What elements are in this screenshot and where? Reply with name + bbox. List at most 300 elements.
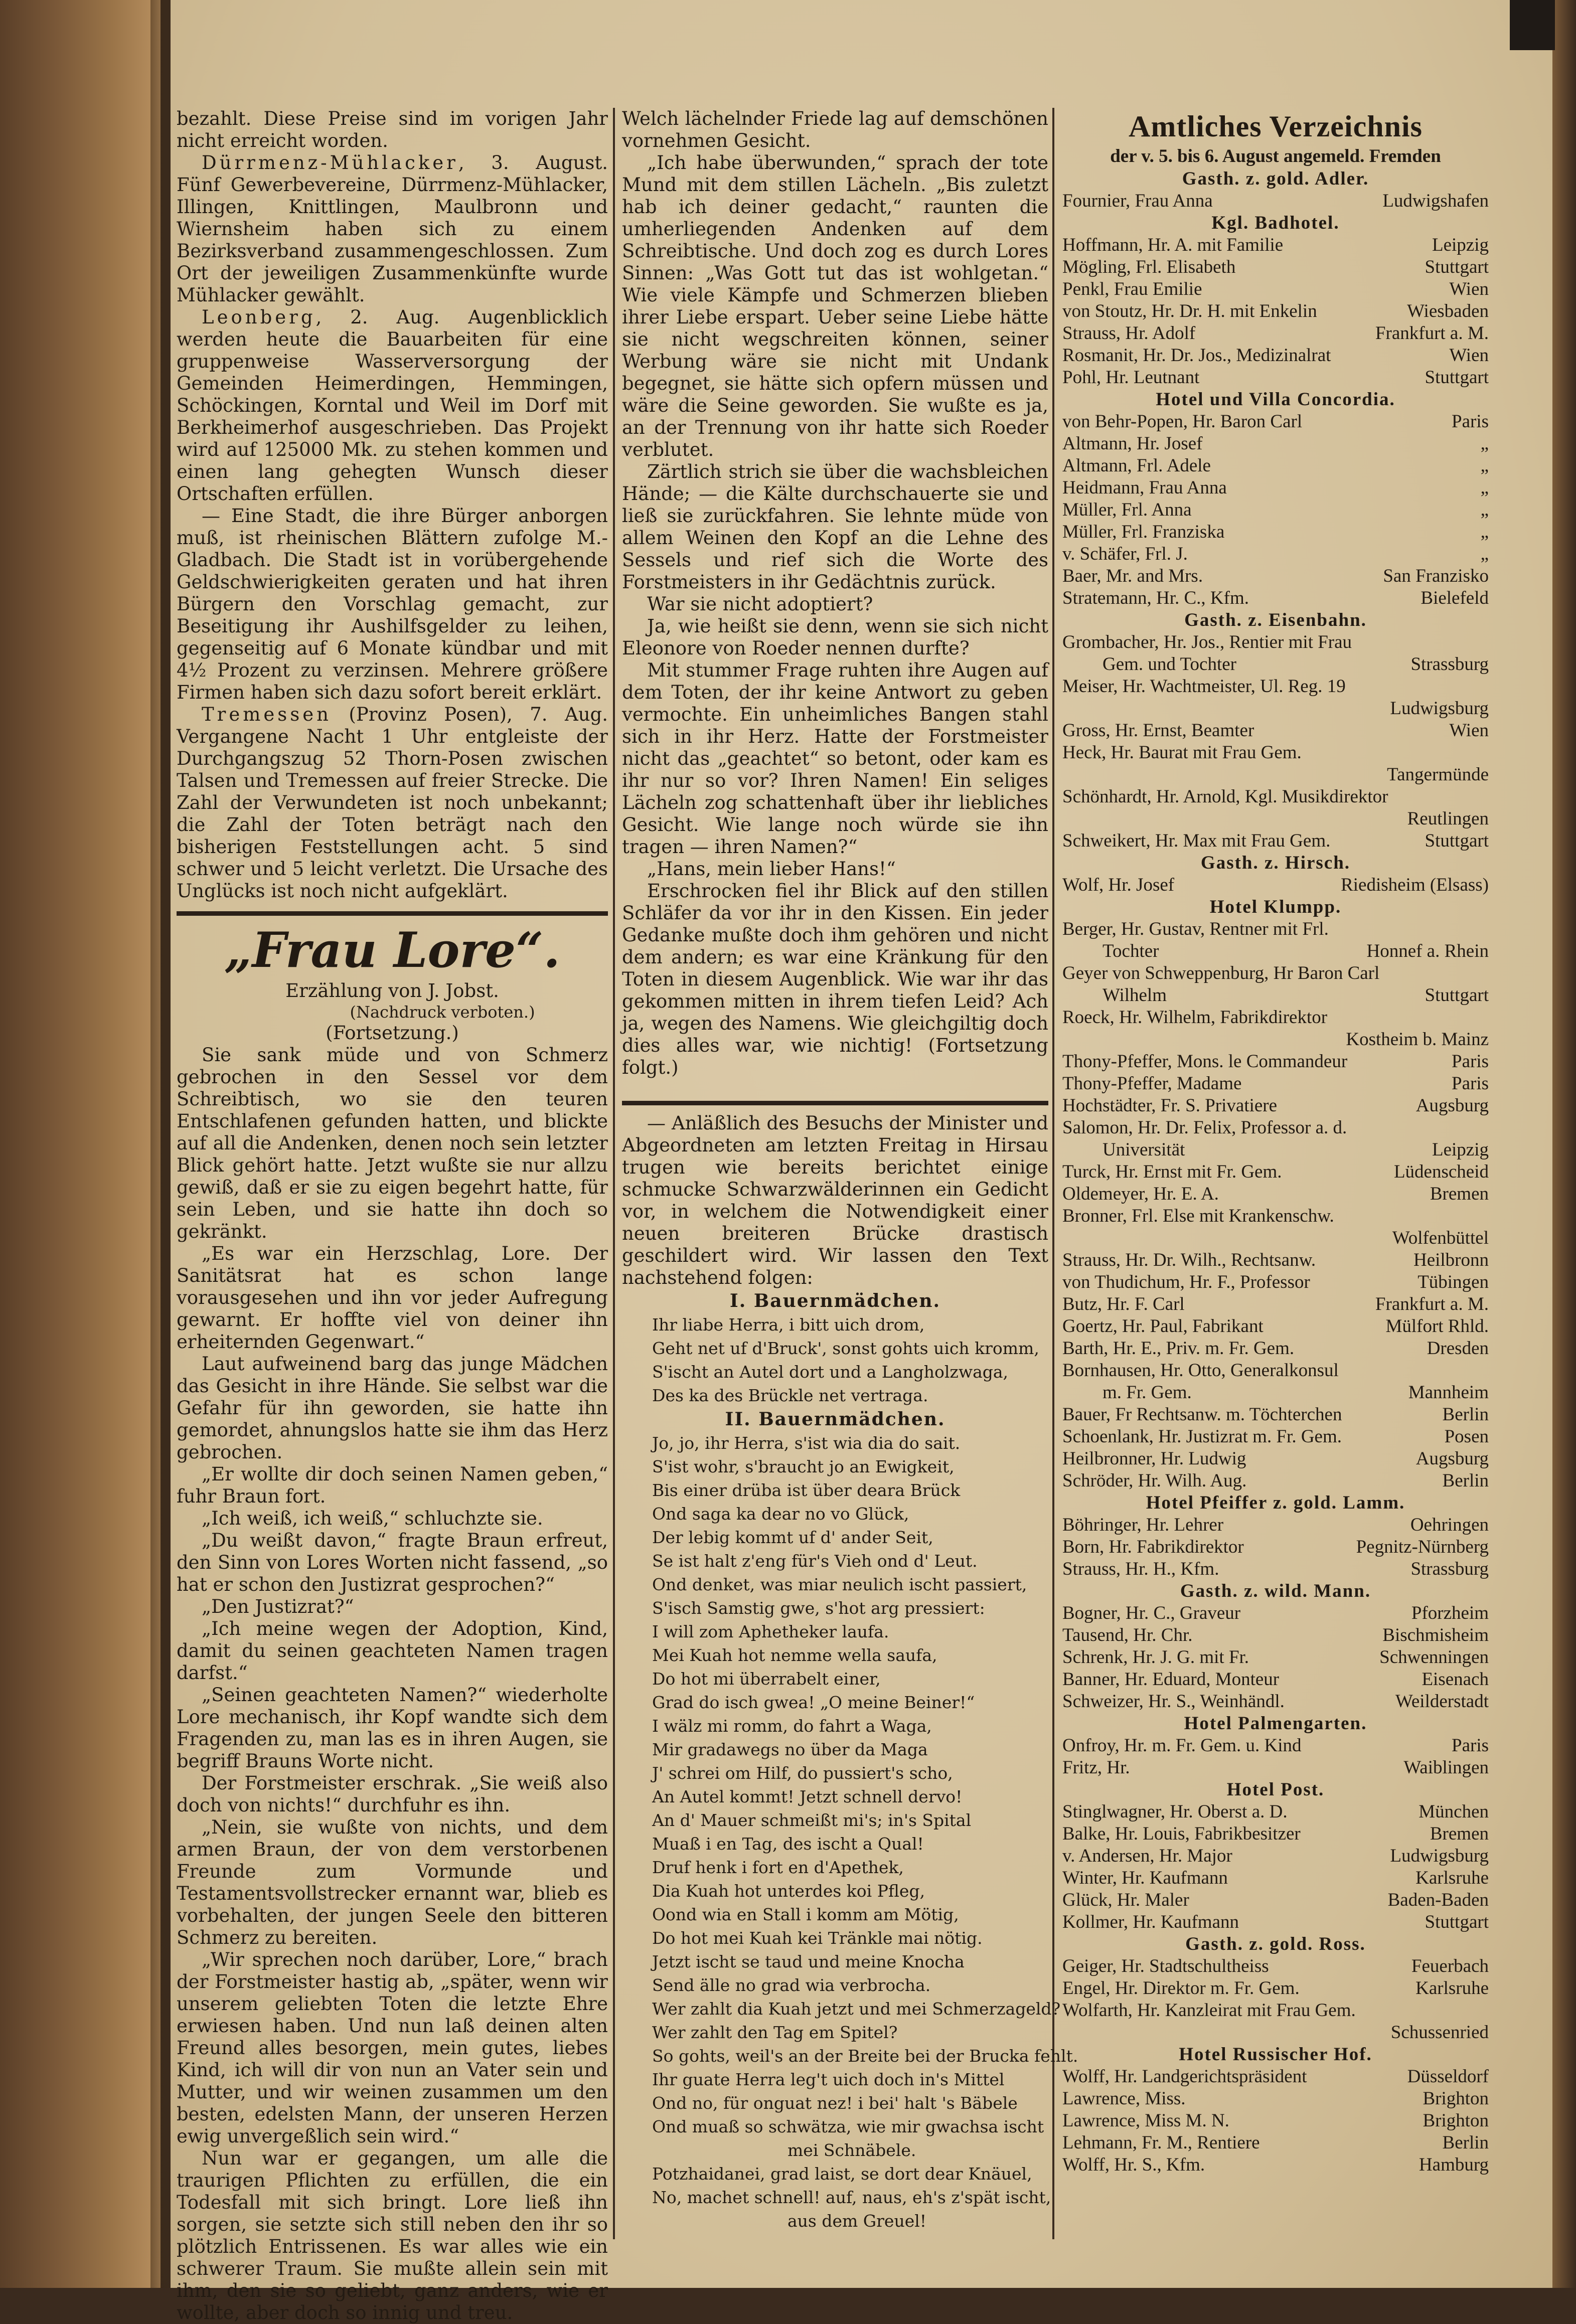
guest-name: Heck, Hr. Baurat mit Frau Gem. xyxy=(1062,742,1302,763)
guest-row xyxy=(1062,1007,1489,1029)
guest-row xyxy=(1062,455,1489,477)
guest-name: Glück, Hr. Maler xyxy=(1062,1890,1189,1910)
guest-city: Berlin xyxy=(1442,1404,1489,1425)
poem-line: Ihr liabe Herra, i bitt uich drom, xyxy=(652,1315,925,1335)
guest-city: Kostheim b. Mainz xyxy=(1346,1029,1489,1050)
guest-row xyxy=(1062,565,1489,587)
page-edge xyxy=(1552,0,1576,2288)
guest-name: Wolfarth, Hr. Kanzleirat mit Frau Gem. xyxy=(1062,2000,1356,2021)
story-paragraph: Laut aufweinend barg das junge Mädchen das Gesicht in ihre Hände. Sie selbst war die Gefahr für ihn geworden, sie hatte ihn gemordet, ahnungslos hatte sie ihm das Herz gebrochen. xyxy=(177,1353,608,1463)
guest-row xyxy=(1062,1448,1489,1470)
story-paragraph: „Hans, mein lieber Hans!“ xyxy=(647,858,896,880)
guest-name: Baer, Mr. and Mrs. xyxy=(1062,566,1203,586)
news-paragraph: bezahlt. Diese Preise sind im vorigen Jahr nicht erreicht worden. xyxy=(177,108,608,151)
guest-name: Schweikert, Hr. Max mit Frau Gem. xyxy=(1062,831,1331,851)
guest-city: „ xyxy=(1480,522,1489,542)
guest-row xyxy=(1062,2154,1489,2176)
poem-line: Des ka des Brückle net vertraga. xyxy=(652,1386,928,1405)
guest-city: Brighton xyxy=(1423,2110,1489,2131)
guest-name: Universität xyxy=(1102,1139,1185,1160)
guest-row xyxy=(1062,411,1489,433)
guest-name: Wilhelm xyxy=(1102,985,1167,1006)
guest-row xyxy=(1062,322,1489,345)
guest-row xyxy=(1062,278,1489,300)
guest-city: Oehringen xyxy=(1410,1515,1489,1535)
guest-city: „ xyxy=(1480,477,1489,498)
guest-city: Augsburg xyxy=(1415,1095,1489,1116)
guest-name: Müller, Frl. Anna xyxy=(1062,500,1192,520)
hotel-heading: Hotel Palmengarten. xyxy=(1184,1713,1367,1734)
story-subtitle: Erzählung von J. Jobst. xyxy=(285,980,499,1002)
guest-city: Reutlingen xyxy=(1407,808,1489,829)
guest-city: Stuttgart xyxy=(1425,257,1489,277)
guest-name: Pohl, Hr. Leutnant xyxy=(1062,367,1200,388)
guest-name: Hoffmann, Hr. A. mit Familie xyxy=(1062,235,1284,255)
story-paragraph: Mit stummer Frage ruhten ihre Augen auf dem Toten, der ihr keine Antwort zu geben vermochte. Ein unheimliches Bangen stahl sich in ihr Herz. Hatte der Forstmeister nicht das „geachtet“ so betont, oder kam es ihr nur so vor? Ihren Namen! Ein seliges Lächeln zog schattenhaft über ihr liebliches Gesicht. Wie lange noch würde sie ihn tragen — ihren Namen?“ xyxy=(622,659,1048,858)
guest-list xyxy=(1062,168,1489,2176)
guest-city: Paris xyxy=(1452,1735,1489,1756)
story-paragraph: Der Forstmeister erschrak. „Sie weiß also doch von nichts!“ durchfuhr es ihn. xyxy=(177,1772,608,1816)
poem-line: Der lebig kommt uf d' ander Seit, xyxy=(652,1528,933,1547)
guest-city: Düsseldorf xyxy=(1407,2066,1489,2087)
poem-line: Do hot mi überrabelt einer, xyxy=(652,1669,881,1689)
guest-row xyxy=(1062,1514,1489,1536)
news-paragraph: Tremessen (Provinz Posen), 7. Aug. Vergangene Nacht 1 Uhr entgleiste der Durchgangszug 52 Thorn-Posen zwischen Talsen und Tremessen auf freier Strecke. Die Zahl der Verwundeten ist noch unbekannt; die Zahl der Toten beträgt nach den bisherigen Feststellungen acht. 5 sind schwer und 5 leicht verletzt. Die Ursache des Unglücks ist noch nicht aufgeklärt. xyxy=(177,704,608,902)
guest-city: Leipzig xyxy=(1432,1139,1489,1160)
guest-city: Stuttgart xyxy=(1425,985,1489,1006)
right-column xyxy=(1062,108,1489,2176)
guest-row xyxy=(1062,830,1489,852)
guest-city: Weilderstadt xyxy=(1395,1691,1489,1712)
guest-name: Heilbronner, Hr. Ludwig xyxy=(1062,1448,1246,1469)
poem-line: Ond saga ka dear no vo Glück, xyxy=(652,1504,909,1524)
poem-heading-1: I. Bauernmädchen. xyxy=(729,1290,941,1311)
guest-name: Mögling, Frl. Elisabeth xyxy=(1062,257,1236,277)
guest-row xyxy=(1062,1801,1489,1823)
guest-city: Wien xyxy=(1449,720,1489,741)
guest-row xyxy=(1062,1558,1489,1580)
guest-city: Wien xyxy=(1449,279,1489,299)
guest-city: Berlin xyxy=(1442,1470,1489,1491)
guest-row xyxy=(1062,940,1489,962)
guest-name: Altmann, Frl. Adele xyxy=(1062,455,1211,476)
guest-name: Fritz, Hr. xyxy=(1062,1757,1130,1778)
guest-city: Strassburg xyxy=(1410,1559,1489,1579)
guest-row xyxy=(1062,234,1489,256)
guest-row xyxy=(1062,433,1489,455)
guest-city: Bremen xyxy=(1430,1823,1489,1844)
guest-name: Heidmann, Frau Anna xyxy=(1062,477,1227,498)
guest-row xyxy=(1062,587,1489,609)
guest-city: Waiblingen xyxy=(1403,1757,1489,1778)
poem-line: Muaß i en Tag, des ischt a Qual! xyxy=(652,1834,924,1854)
guest-city: Bischmisheim xyxy=(1382,1625,1489,1645)
guest-row xyxy=(1062,676,1489,698)
poem-line: Wer zahlt dia Kuah jetzt und mei Schmerzageld? xyxy=(652,1999,1061,2019)
guest-name: von Stoutz, Hr. Dr. H. mit Enkelin xyxy=(1062,301,1317,321)
guest-name: Böhringer, Hr. Lehrer xyxy=(1062,1515,1224,1535)
guest-city: Stuttgart xyxy=(1425,367,1489,388)
guest-row xyxy=(1062,1249,1489,1271)
book-binding xyxy=(0,0,161,2288)
guest-city: Ludwigshafen xyxy=(1382,191,1489,211)
guest-city: Brighton xyxy=(1423,2088,1489,2109)
guest-name: von Thudichum, Hr. F., Professor xyxy=(1062,1272,1310,1292)
guest-name: Bornhausen, Hr. Otto, Generalkonsul xyxy=(1062,1360,1339,1381)
guest-city: Augsburg xyxy=(1415,1448,1489,1469)
poem-line: Se ist halt z'eng für's Vieh ond d' Leut. xyxy=(652,1551,978,1571)
guest-name: Bronner, Frl. Else mit Krankenschw. xyxy=(1062,1206,1334,1226)
guest-name: Gross, Hr. Ernst, Beamter xyxy=(1062,720,1254,741)
guest-city: Dresden xyxy=(1427,1338,1489,1359)
guest-name: Schweizer, Hr. S., Weinhändl. xyxy=(1062,1691,1285,1712)
poem-line: mei Schnäbele. xyxy=(787,2140,916,2160)
hotel-heading: Hotel Post. xyxy=(1226,1779,1325,1800)
guest-city: Wolfenbüttel xyxy=(1392,1228,1489,1248)
guest-row xyxy=(1062,477,1489,499)
guest-row xyxy=(1062,543,1489,565)
guest-name: Roeck, Hr. Wilhelm, Fabrikdirektor xyxy=(1062,1007,1328,1028)
guest-row xyxy=(1062,1536,1489,1558)
guest-city: Honnef a. Rhein xyxy=(1366,941,1489,961)
story-paragraph: „Ich habe überwunden,“ sprach der tote Mund mit dem stillen Lächeln. „Bis zuletzt hab ich deiner gedacht,“ raunten die umherliegenden Andenken auf dem Schreibtische. Und doch zog es durch Lores Sinnen: „Was Gott tut das ist wohlgetan.“ Wie viele Kämpfe und Schmerzen blieben ihrer Liebe erspart. Ueber seine Liebe hätte sie nicht wegschreiten können, seiner Werbung wäre sie nicht mit Undank begegnet, sie hätte sich opfern müssen und wäre die Seine geworden. Sie wußte es ja, an der Trennung von ihr hatte sich Roeder verblutet. xyxy=(622,152,1048,460)
guest-name: Balke, Hr. Louis, Fabrikbesitzer xyxy=(1062,1823,1301,1844)
guest-name: Müller, Frl. Franziska xyxy=(1062,522,1225,542)
guest-name: Butz, Hr. F. Carl xyxy=(1062,1294,1185,1314)
guest-row xyxy=(1062,1889,1489,1911)
guest-row xyxy=(1062,653,1489,676)
story-paragraph: „Wir sprechen noch darüber, Lore,“ brach der Forstmeister hastig ab, „später, wenn wir unserem geliebten Toten die letzte Ehre erwiesen haben. Und nun laß deinen alten Freund alles besorgen, mein gutes, liebes Kind, ich will dir von nun an Vater sein und Mutter, und wir weinen zusammen um den besten, edelsten Mann, der unseren Herzen ewig unvergeßlich sein wird.“ xyxy=(177,1949,608,2147)
guest-row xyxy=(1062,1646,1489,1669)
guest-city: Paris xyxy=(1452,411,1489,432)
poem-line: So gohts, weil's an der Breite bei der Brucka fehlt. xyxy=(652,2046,1078,2066)
guest-city: Pforzheim xyxy=(1411,1603,1489,1623)
guest-row xyxy=(1062,1624,1489,1646)
guest-row xyxy=(1062,874,1489,896)
guest-name: m. Fr. Gem. xyxy=(1102,1382,1192,1403)
news-paragraph: — Eine Stadt, die ihre Bürger anborgen muß, ist rheinischen Blättern zufolge M.-Gladbach. Die Stadt ist in vorübergehende Geldschwierigkeiten geraten und hat ihren Bürgern den Vorschlag gemacht, zur Beseitigung ihr Aushilfsgelder zu leihen, gegenseitig auf 6 Monate kündbar und mit 4½ Prozent zu verzinsen. Mehrere größere Firmen haben sich dazu sofort bereit erklärt. xyxy=(177,505,608,703)
poem-line: No, machet schnell! auf, naus, eh's z'spät ischt, xyxy=(652,2188,1051,2207)
story-text xyxy=(177,1044,608,2324)
guest-row xyxy=(1062,345,1489,367)
guest-name: Wolf, Hr. Josef xyxy=(1062,875,1175,895)
guest-city: Pegnitz-Nürnberg xyxy=(1356,1537,1489,1557)
guest-name: Oldemeyer, Hr. E. A. xyxy=(1062,1184,1219,1204)
guest-name: Schönhardt, Hr. Arnold, Kgl. Musikdirektor xyxy=(1062,786,1388,807)
guest-city: Wiesbaden xyxy=(1407,301,1489,321)
guest-row xyxy=(1062,1757,1489,1779)
guest-city: „ xyxy=(1480,544,1489,564)
guest-name: Bogner, Hr. C., Graveur xyxy=(1062,1603,1241,1623)
hotel-heading: Hotel und Villa Concordia. xyxy=(1156,389,1395,410)
poem-line: Ond denket, was miar neulich ischt passiert, xyxy=(652,1575,1027,1594)
story-paragraph: Sie sank müde und von Schmerz gebrochen in den Sessel vor dem Schreibtisch, wo sie den teuren Entschlafenen gefunden hatten, und blickte auf all die Andenken, denen noch sein letzter Blick gehört hatte. Jetzt wußte sie nur allzu gewiß, daß er sie zu eigen begehrt hatte, für sein Leben, und sie hatte ihn doch so gekränkt. xyxy=(177,1044,608,1242)
news-place: Dürrmenz-Mühlacker xyxy=(202,152,458,174)
guest-row xyxy=(1062,521,1489,543)
poem-line: S'ischt an Autel dort und a Langholzwaga, xyxy=(652,1362,1009,1382)
poem-line: Send älle no grad wia verbrocha. xyxy=(652,1975,931,1995)
column-rule xyxy=(1052,108,1054,2239)
guest-name: Geyer von Schweppenburg, Hr Baron Carl xyxy=(1062,963,1380,983)
guest-row xyxy=(1062,1735,1489,1757)
guest-name: Banner, Hr. Eduard, Monteur xyxy=(1062,1669,1280,1690)
guest-city: Leipzig xyxy=(1432,235,1489,255)
guest-list-subtitle: der v. 5. bis 6. August angemeld. Fremden xyxy=(1110,146,1441,167)
guest-city: Schwenningen xyxy=(1379,1647,1489,1668)
guest-name: Hochstädter, Fr. S. Privatiere xyxy=(1062,1095,1278,1116)
guest-row xyxy=(1062,2066,1489,2088)
guest-row xyxy=(1062,962,1489,984)
guest-row xyxy=(1062,742,1489,764)
guest-city: Mülfort Rhld. xyxy=(1385,1316,1489,1337)
story-paragraph: „Du weißt davon,“ fragte Braun erfreut, den Sinn von Lores Worten nicht fassend, „so hat er schon den Justizrat gesprochen?“ xyxy=(177,1530,608,1595)
guest-row xyxy=(1062,1205,1489,1227)
story-continuation: (Fortsetzung.) xyxy=(326,1022,459,1044)
guest-row xyxy=(1062,1977,1489,2000)
guest-row xyxy=(1062,984,1489,1007)
guest-city: „ xyxy=(1480,500,1489,520)
guest-row xyxy=(1062,367,1489,389)
guest-name: Schrenk, Hr. J. G. mit Fr. xyxy=(1062,1647,1249,1668)
guest-name: Rosmanit, Hr. Dr. Jos., Medizinalrat xyxy=(1062,345,1331,366)
guest-row xyxy=(1062,631,1489,653)
guest-city: Eisenach xyxy=(1422,1669,1489,1690)
guest-row xyxy=(1062,1271,1489,1293)
guest-row xyxy=(1062,1051,1489,1073)
guest-name: Thony-Pfeffer, Madame xyxy=(1062,1073,1242,1094)
guest-city: Bielefeld xyxy=(1421,588,1489,608)
guest-name: Stinglwagner, Hr. Oberst a. D. xyxy=(1062,1801,1288,1822)
guest-name: Lawrence, Miss. xyxy=(1062,2088,1186,2109)
poem-line: I will zom Aphetheker laufa. xyxy=(652,1622,889,1641)
hotel-heading: Gasth. z. Eisenbahn. xyxy=(1184,610,1367,630)
guest-name: Strauss, Hr. Dr. Wilh., Rechtsanw. xyxy=(1062,1250,1316,1270)
news-paragraph: Leonberg, 2. Aug. Augenblicklich werden heute die Bauarbeiten für eine gruppenweise Wasserversorgung der Gemeinden Heimerdingen, Hemmingen, Schöckingen, Korntal und Weil im Dorf mit Berkheimerhof ausgeschrieben. Das Projekt wird auf 125000 Mk. zu stehen kommen und einen lang gehegten Wunsch dieser Ortschaften erfüllen. xyxy=(177,306,608,505)
guest-city: Berlin xyxy=(1442,2132,1489,2153)
story-paragraph: „Er wollte dir doch seinen Namen geben,“ fuhr Braun fort. xyxy=(177,1463,608,1507)
guest-row xyxy=(1062,300,1489,322)
poem-line: Ihr guate Herra leg't uich doch in's Mittel xyxy=(652,2070,1005,2089)
guest-name: Lawrence, Miss M. N. xyxy=(1062,2110,1229,2131)
story-paragraph: Erschrocken fiel ihr Blick auf den stillen Schläfer da vor ihr in den Kissen. Ein jeder Gedanke mußte doch ihm gehören und nicht dem andern; es war eine Kränkung für den Toten in diesem Augenblick. Wie war ihr das gekommen mitten in ihrem tiefen Leid? Ach ja, wegen des Namens. Wie gleichgiltig doch dies alles war, wie nichtig! (Fortsetzung folgt.) xyxy=(622,880,1048,1078)
guest-name: Berger, Hr. Gustav, Rentner mit Frl. xyxy=(1062,919,1329,939)
poem-line: Ond muaß so schwätza, wie mir gwachsa ischt xyxy=(652,2117,1044,2136)
guest-city: München xyxy=(1419,1801,1489,1822)
poem-line: aus dem Greuel! xyxy=(787,2211,927,2231)
poem-line: Potzhaidanei, grad laist, se dort dear Knäuel, xyxy=(652,2164,1032,2184)
hotel-heading: Hotel Klumpp. xyxy=(1209,897,1342,917)
guest-name: Penkl, Frau Emilie xyxy=(1062,279,1202,299)
guest-row xyxy=(1062,1073,1489,1095)
guest-city: Hamburg xyxy=(1419,2154,1489,2175)
story-paragraph: Ja, wie heißt sie denn, wenn sie sich nicht Eleonore von Roeder nennen durfte? xyxy=(622,615,1048,659)
poem-line: Ond no, für onguat nez! i bei' halt 's Bäbele xyxy=(652,2093,1018,2113)
guest-name: Gem. und Tochter xyxy=(1102,654,1236,675)
guest-row xyxy=(1062,918,1489,940)
guest-row xyxy=(1062,2000,1489,2022)
guest-city: Heilbronn xyxy=(1413,1250,1489,1270)
poem-line: Mei Kuah hot nemme wella saufa, xyxy=(652,1645,937,1665)
story-paragraph: „Ich weiß, ich weiß,“ schluchzte sie. xyxy=(202,1508,543,1529)
story-paragraph: Welch lächelnder Friede lag auf demschönen vornehmen Gesicht. xyxy=(622,108,1048,151)
guest-row xyxy=(1062,1602,1489,1624)
guest-name: Lehmann, Fr. M., Rentiere xyxy=(1062,2132,1260,2153)
guest-name: Fournier, Frau Anna xyxy=(1062,191,1213,211)
hotel-heading: Gasth. z. gold. Adler. xyxy=(1182,169,1369,189)
guest-row xyxy=(1062,1139,1489,1161)
news-place: Tremessen xyxy=(202,704,332,725)
guest-city: Wien xyxy=(1449,345,1489,366)
guest-row xyxy=(1062,1845,1489,1867)
guest-name: Engel, Hr. Direktor m. Fr. Gem. xyxy=(1062,1978,1300,1999)
guest-city: Karlsruhe xyxy=(1415,1978,1489,1999)
section-divider xyxy=(622,1101,1048,1105)
guest-name: Strauss, Hr. H., Kfm. xyxy=(1062,1559,1219,1579)
poem-line: Grad do isch gwea! „O meine Beiner!“ xyxy=(652,1693,975,1712)
guest-row xyxy=(1062,1426,1489,1448)
column-rule xyxy=(613,108,615,2239)
story-paragraph: „Ich meine wegen der Adoption, Kind, damit du seinen geachteten Namen tragen darfst.“ xyxy=(177,1618,608,1684)
guest-name: Barth, Hr. E., Priv. m. Fr. Gem. xyxy=(1062,1338,1295,1359)
hotel-heading: Gasth. z. Hirsch. xyxy=(1200,853,1351,873)
poem-line: Mir gradawegs no über da Maga xyxy=(652,1740,928,1759)
guest-city: Lüdenscheid xyxy=(1393,1161,1489,1182)
guest-name: Thony-Pfeffer, Mons. le Commandeur xyxy=(1062,1051,1348,1072)
guest-city: Posen xyxy=(1444,1426,1489,1447)
guest-row xyxy=(1062,190,1489,212)
guest-row xyxy=(1062,1823,1489,1845)
guest-name: Strauss, Hr. Adolf xyxy=(1062,323,1196,344)
poem-line: I wälz mi romm, do fahrt a Waga, xyxy=(652,1716,932,1736)
story-paragraph: „Seinen geachteten Namen?“ wiederholte Lore mechanisch, ihr Kopf wandte sich dem Fragenden zu, man las es in ihren Augen, sie begriff Brauns Worte nicht. xyxy=(177,1684,608,1772)
guest-name: Geiger, Hr. Stadtschultheiss xyxy=(1062,1956,1269,1976)
guest-name: Kollmer, Hr. Kaufmann xyxy=(1062,1912,1239,1932)
page-corner-clip xyxy=(1510,0,1555,50)
guest-name: Stratemann, Hr. C., Kfm. xyxy=(1062,588,1249,608)
middle-column xyxy=(622,108,1078,2233)
guest-city: Tangermünde xyxy=(1387,764,1489,785)
guest-row xyxy=(1062,1382,1489,1404)
poem-line: Dia Kuah hot unterdes koi Pfleg, xyxy=(652,1881,925,1901)
guest-city: Frankfurt a. M. xyxy=(1375,323,1489,344)
guest-name: Tausend, Hr. Chr. xyxy=(1062,1625,1193,1645)
guest-name: Born, Hr. Fabrikdirektor xyxy=(1062,1537,1244,1557)
hotel-heading: Kgl. Badhotel. xyxy=(1211,213,1340,233)
poem-line: J' schrei om Hilf, do pussiert's scho, xyxy=(652,1763,953,1783)
story-paragraph: „Es war ein Herzschlag, Lore. Der Sanitätsrat hat es schon lange vorausgesehen und ihn vor jeder Aufregung gewarnt. Er hoffte viel von deiner ihn erheiternden Gegenwart.“ xyxy=(177,1243,608,1353)
guest-row xyxy=(1062,1117,1489,1139)
guest-city: „ xyxy=(1480,433,1489,454)
guest-name: von Behr-Popen, Hr. Baron Carl xyxy=(1062,411,1303,432)
guest-name: Schoenlank, Hr. Justizrat m. Fr. Gem. xyxy=(1062,1426,1342,1447)
story-paragraph: „Nein, sie wußte von nichts, und dem armen Braun, der von dem verstorbenen Freunde zum Vormunde und Testamentsvollstrecker ernannt war, blieb es vorbehalten, der jungen Seele den bitteren Schmerz zu bereiten. xyxy=(177,1816,608,1948)
guest-city: Ludwigsburg xyxy=(1390,1846,1489,1866)
hotel-heading: Hotel Pfeiffer z. gold. Lamm. xyxy=(1146,1492,1405,1513)
story-paragraph: „Den Justizrat?“ xyxy=(202,1596,354,1617)
left-column xyxy=(177,108,608,2324)
guest-city: Stuttgart xyxy=(1425,1912,1489,1932)
guest-row xyxy=(1062,1955,1489,1977)
guest-city: Stuttgart xyxy=(1425,831,1489,851)
guest-row xyxy=(1062,720,1489,742)
guest-row xyxy=(1062,1911,1489,1933)
guest-row xyxy=(1062,1338,1489,1360)
story-text-continued xyxy=(622,108,1048,1079)
guest-city: Ludwigsburg xyxy=(1390,698,1489,719)
guest-row xyxy=(1062,1404,1489,1426)
guest-name: Wolff, Hr. S., Kfm. xyxy=(1062,2154,1205,2175)
guest-row xyxy=(1062,1669,1489,1691)
hotel-heading: Hotel Russischer Hof. xyxy=(1179,2044,1372,2065)
poem-1 xyxy=(622,1313,1048,1407)
story-paragraph: War sie nicht adoptiert? xyxy=(647,593,873,615)
guest-city: Karlsruhe xyxy=(1415,1868,1489,1888)
guest-city: San Franzisko xyxy=(1383,566,1489,586)
section-divider xyxy=(177,911,608,916)
guest-city: Schussenried xyxy=(1390,2022,1489,2043)
story-paragraph: Zärtlich strich sie über die wachsbleichen Hände; — die Kälte durchschauerte sie und ließ sie zurückfahren. Sie lehnte müde von allem Weinen den Kopf an die Lehne des Sessels und rief sich die Worte des Forstmeisters in ihr Gedächtnis zurück. xyxy=(622,461,1048,593)
guest-city: Feuerbach xyxy=(1411,1956,1489,1976)
poem-line: S'ist wohr, s'braucht jo an Ewigkeit, xyxy=(652,1457,955,1476)
guest-city: Bremen xyxy=(1430,1184,1489,1204)
guest-list-title: Amtliches Verzeichnis xyxy=(1129,110,1423,143)
guest-name: Salomon, Hr. Dr. Felix, Professor a. d. xyxy=(1062,1117,1347,1138)
poem-line: Jo, jo, ihr Herra, s'ist wia dia do sait. xyxy=(652,1433,961,1453)
guest-row xyxy=(1062,1161,1489,1183)
guest-name: Bauer, Fr Rechtsanw. m. Töchterchen xyxy=(1062,1404,1342,1425)
poem-line: Jetzt ischt se taud und meine Knocha xyxy=(652,1952,965,1971)
poem-line: Druf henk i fort en d'Apethek, xyxy=(652,1858,904,1877)
guest-name: Grombacher, Hr. Jos., Rentier mit Frau xyxy=(1062,632,1352,652)
guest-row xyxy=(1062,2110,1489,2132)
guest-name: Schröder, Hr. Wilh. Aug. xyxy=(1062,1470,1247,1491)
guest-row xyxy=(1062,2132,1489,2154)
guest-row xyxy=(1062,1360,1489,1382)
local-news xyxy=(177,108,608,902)
poem-heading-2: II. Bauernmädchen. xyxy=(725,1409,945,1430)
guest-city: Paris xyxy=(1452,1051,1489,1072)
guest-name: Meiser, Hr. Wachtmeister, Ul. Reg. 19 xyxy=(1062,676,1346,697)
story-paragraph: Nun war er gegangen, um alle die traurigen Pflichten zu erfüllen, die ein Todesfall mit sich bringt. Lore ließ ihn sorgen, sie setzte sich still neben den ihr so plötzlich Entrissenen. Es war alles wie ein schwerer Traum. Sie mußte allein sein mit ihm, den sie so geliebt, ganz anders, wie er wollte, aber doch so innig und treu. xyxy=(177,2147,608,2323)
hirsau-report: — Anläßlich des Besuchs der Minister und Abgeordneten am letzten Freitag in Hirsau trugen wie bereits berichtet einige schmucke Schwarzwälderinnen ein Gedicht vor, in welchem die Notwendigkeit einer neuen breiteren Brücke drastisch geschildert wird. Wir lassen den Text nachstehend folgen: xyxy=(622,1112,1048,1288)
poem-line: Oond wia en Stall i komm am Mötig, xyxy=(652,1905,959,1924)
hotel-heading: Gasth. z. wild. Mann. xyxy=(1180,1581,1371,1601)
guest-city: Mannheim xyxy=(1408,1382,1489,1403)
guest-city: Tübingen xyxy=(1417,1272,1489,1292)
poem-line: Bis einer drüba ist über deara Brück xyxy=(652,1480,961,1500)
guest-name: Goertz, Hr. Paul, Fabrikant xyxy=(1062,1316,1264,1337)
guest-row xyxy=(1062,1293,1489,1315)
news-place: Leonberg xyxy=(202,306,316,328)
guest-city: Strassburg xyxy=(1410,654,1489,675)
poem-line: Wer zahlt den Tag em Spitel? xyxy=(652,2023,898,2042)
guest-name: v. Andersen, Hr. Major xyxy=(1062,1846,1232,1866)
poem-line: Do hot mei Kuah kei Tränkle mai nötig. xyxy=(652,1928,983,1948)
guest-row xyxy=(1062,786,1489,808)
guest-row xyxy=(1062,1183,1489,1205)
news-paragraph: Dürrmenz-Mühlacker, 3. August. Fünf Gewerbevereine, Dürrmenz-Mühlacker, Illingen, Knittlingen, Maulbronn und Wiernsheim haben sich zu einem Bezirksverband zusammengeschlossen. Zum Ort der jeweiligen Zusammenkünfte wurde Mühlacker gewählt. xyxy=(177,152,608,306)
guest-row xyxy=(1062,1470,1489,1492)
guest-name: v. Schäfer, Frl. J. xyxy=(1062,544,1188,564)
guest-row xyxy=(1062,2088,1489,2110)
guest-city: Baden-Baden xyxy=(1387,1890,1489,1910)
poem-line: S'isch Samstig gwe, s'hot arg pressiert: xyxy=(652,1598,985,1618)
guest-city: „ xyxy=(1480,455,1489,476)
story-title: „Frau Lore“. xyxy=(224,922,560,978)
hotel-heading: Gasth. z. gold. Ross. xyxy=(1185,1934,1366,1954)
guest-name: Wolff, Hr. Landgerichtspräsident xyxy=(1062,2066,1307,2087)
story-note: (Nachdruck verboten.) xyxy=(350,1003,535,1022)
